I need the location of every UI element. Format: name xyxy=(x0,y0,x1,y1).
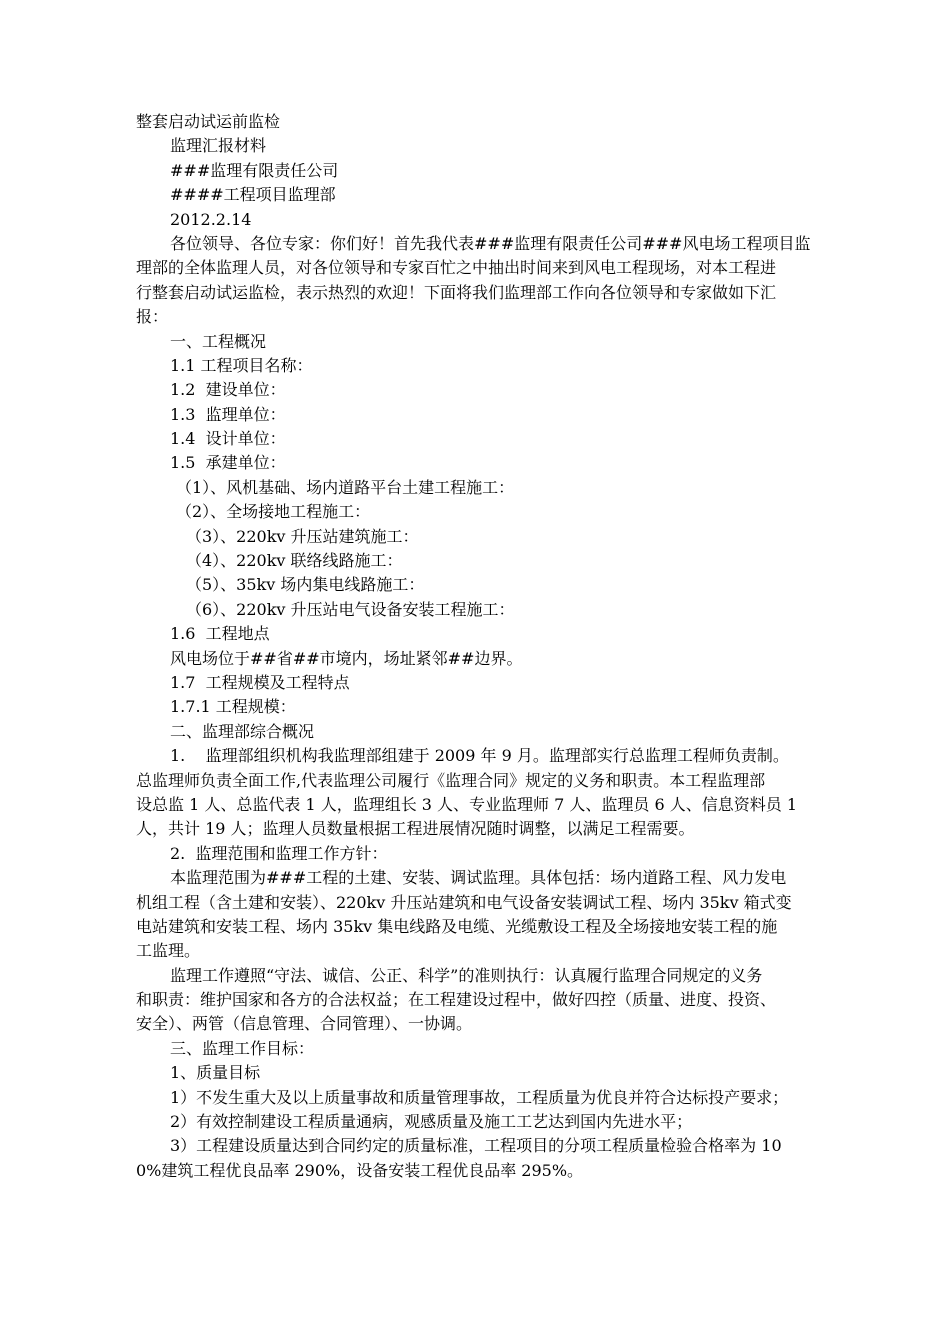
document-title: 整套启动试运前监检 xyxy=(136,112,281,131)
location-text: 风电场位于##省##市境内，场址紧邻##边界。 xyxy=(170,648,523,668)
overview-item: 1.3 监理单位： xyxy=(170,404,286,424)
scope-line: 电站建筑和安装工程、场内 35kv 集电线路及电缆、光缆敷设工程及全场接地安装工程的施 xyxy=(136,916,778,936)
section-heading: 二、监理部综合概况 xyxy=(170,721,315,741)
scope-line: 工监理。 xyxy=(136,941,201,961)
overview-item: 1.5 承建单位： xyxy=(170,453,286,473)
overview-item: 1.1 工程项目名称： xyxy=(170,355,313,375)
intro-line: 各位领导、各位专家：你们好！首先我代表###监理有限责任公司###风电场工程项目监 xyxy=(170,233,811,253)
contractor-item: （2）、全场接地工程施工： xyxy=(176,502,371,522)
organization-line: 设总监 1 人、总监代表 1 人，监理组长 3 人、专业监理师 7 人、监理员 6 人、信息资料员 1 xyxy=(136,794,798,814)
overview-item: 1.2 建设单位： xyxy=(170,380,286,400)
section-heading: 一、工程概况 xyxy=(170,331,267,351)
contractor-item: （4）、220kv 联络线路施工： xyxy=(186,551,403,571)
report-subtitle: 监理汇报材料 xyxy=(170,136,267,156)
company-name: ###监理有限责任公司 xyxy=(170,160,339,180)
quality-goal: 1）不发生重大及以上质量事故和质量管理事故，工程质量为优良并符合达标投产要求； xyxy=(170,1087,789,1107)
section-heading: 三、监理工作目标： xyxy=(170,1038,315,1058)
report-date: 2012.2.14 xyxy=(170,209,252,229)
department-name: ####工程项目监理部 xyxy=(170,185,336,205)
intro-line: 理部的全体监理人员，对各位领导和专家百忙之中抽出时间来到风电工程现场，对本工程进 xyxy=(136,258,777,278)
location-heading: 1.6 工程地点 xyxy=(170,624,270,644)
quality-heading: 1、质量目标 xyxy=(170,1063,261,1083)
contractor-item: （3）、220kv 升压站建筑施工： xyxy=(186,526,419,546)
intro-line: 报： xyxy=(136,307,169,327)
policy-line: 和职责：维护国家和各方的合法权益；在工程建设过程中，做好四控（质量、进度、投资、 xyxy=(136,990,777,1010)
scale-subheading: 1.7.1 工程规模： xyxy=(170,697,296,717)
scale-heading: 1.7 工程规模及工程特点 xyxy=(170,672,350,692)
contractor-item: （1）、风机基础、场内道路平台土建工程施工： xyxy=(176,477,515,497)
contractor-item: （5）、35kv 场内集电线路施工： xyxy=(186,575,425,595)
organization-line: 1. 监理部组织机构我监理部组建于 2009 年 9 月。监理部实行总监理工程师负责制。 xyxy=(170,746,789,766)
quality-goal: 2）有效控制建设工程质量通病，观感质量及施工工艺达到国内先进水平； xyxy=(170,1112,693,1132)
quality-goal: 0%建筑工程优良品率 290%，设备安装工程优良品率 295%。 xyxy=(136,1160,584,1180)
scope-heading: 2. 监理范围和监理工作方针： xyxy=(170,843,388,863)
policy-line: 安全）、两管（信息管理、合同管理）、一协调。 xyxy=(136,1014,473,1034)
quality-goal: 3）工程建设质量达到合同约定的质量标准，工程项目的分项工程质量检验合格率为 10 xyxy=(170,1136,782,1156)
organization-line: 总监理师负责全面工作,代表监理公司履行《监理合同》规定的义务和职责。本工程监理部 xyxy=(136,770,766,790)
scope-line: 机组工程（含土建和安装）、220kv 升压站建筑和电气设备安装调试工程、场内 35kv 箱式变 xyxy=(136,892,792,912)
contractor-item: （6）、220kv 升压站电气设备安装工程施工： xyxy=(186,599,515,619)
intro-line: 行整套启动试运监检，表示热烈的欢迎！下面将我们监理部工作向各位领导和专家做如下汇 xyxy=(136,282,777,302)
organization-line: 人，共计 19 人；监理人员数量根据工程进展情况随时调整，以满足工程需要。 xyxy=(136,819,695,839)
policy-line: 监理工作遵照“守法、诚信、公正、科学”的准则执行：认真履行监理合同规定的义务 xyxy=(170,965,763,985)
scope-line: 本监理范围为###工程的土建、安装、调试监理。具体包括：场内道路工程、风力发电 xyxy=(170,868,787,888)
document-body xyxy=(136,110,822,1183)
overview-item: 1.4 设计单位： xyxy=(170,429,286,449)
